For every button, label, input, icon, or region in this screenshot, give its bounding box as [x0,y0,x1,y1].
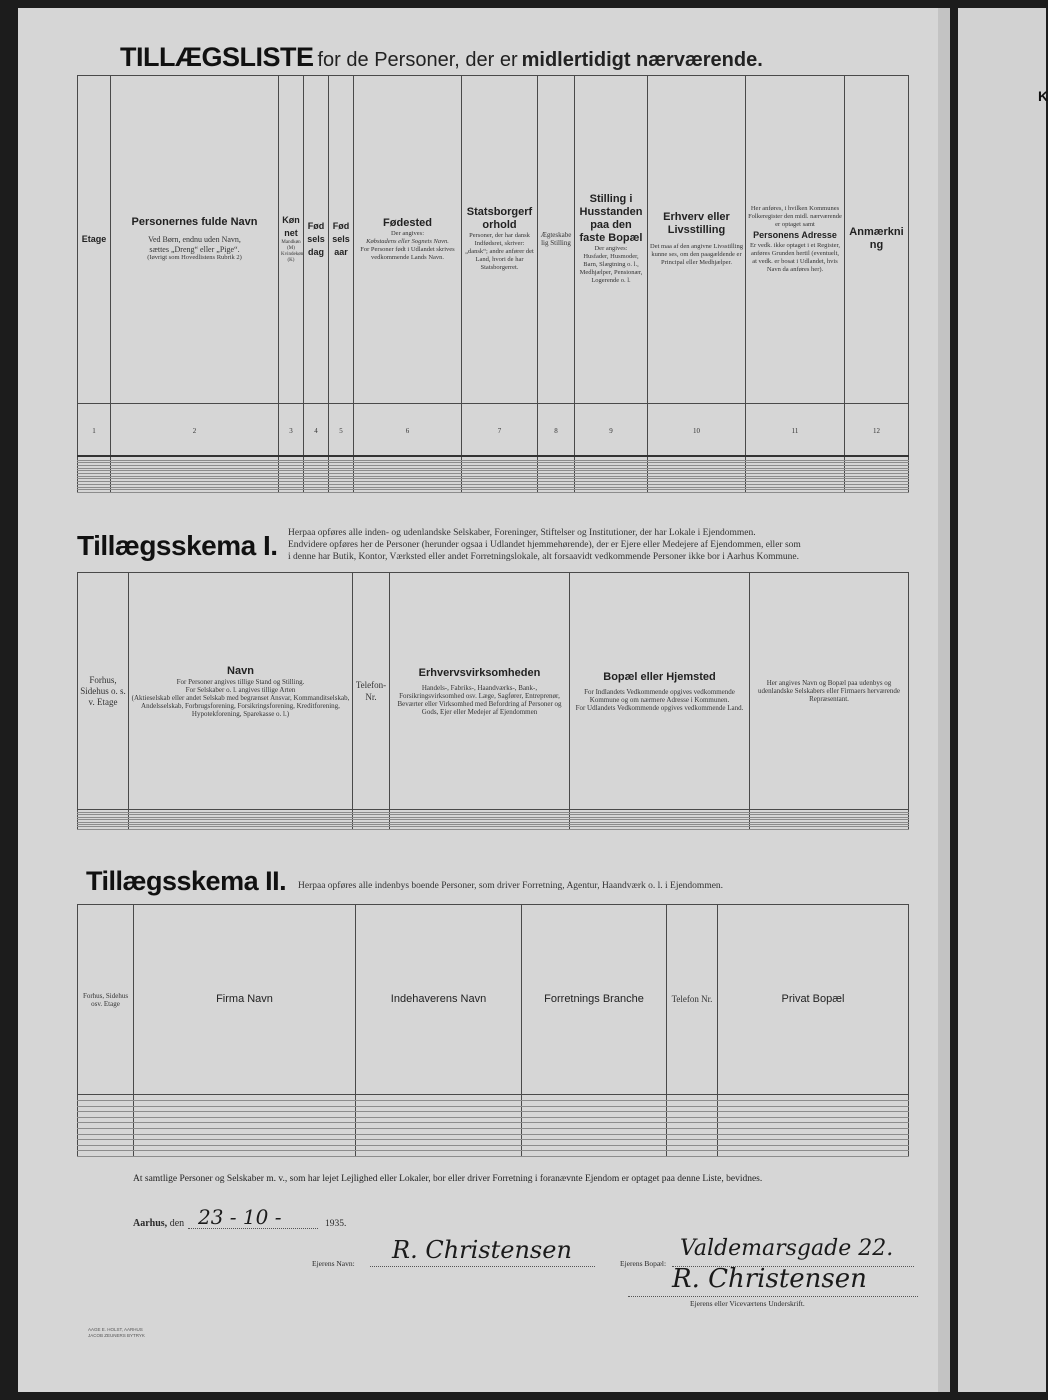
owner-address-handwritten: Valdemarsgade 22. [680,1236,894,1261]
col-foedselsdag: Fødselsdag [304,76,329,404]
number-row: 1 2 3 4 5 6 7 8 9 10 11 12 [78,403,909,456]
s2-col-bopael: Privat Bopæl [718,905,909,1095]
table-cell[interactable] [111,490,279,493]
printer-imprint [88,1327,145,1339]
col-koennet: Kønnet Mandkøn (M) Kvindekøn (K) [279,76,304,404]
table-cell[interactable] [78,490,111,493]
s2-col-branche: Forretnings Branche [522,905,667,1095]
col-stilling: Stilling i Husstanden paa den faste Bopæl Der angives: Husfader, Husmoder, Barn, Slægtning o. l., Medhjælper, Pensionær, Logerende o. l. [575,76,648,404]
table-cell[interactable] [462,490,538,493]
table-cell[interactable] [538,490,575,493]
table-cell[interactable] [78,827,129,830]
printer-line-2: JACOB ZEUNERS BYTRYK [88,1333,145,1338]
col-etage: Etage [78,76,111,404]
main-title [120,42,763,73]
table-cell[interactable] [356,1151,522,1157]
den-label: den [169,1218,185,1229]
table-cell[interactable] [667,1151,718,1157]
skema1-header-row [78,573,909,810]
next-page-fragment [958,8,1046,1392]
tillaegsliste-body [78,456,909,493]
table-cell[interactable] [575,490,648,493]
table-row[interactable] [78,490,909,493]
page-edge [938,8,950,1392]
table-cell[interactable] [522,1151,667,1157]
col-navn: Personernes fulde Navn Ved Børn, endnu uden Navn, sættes „Dreng“ eller „Pige“. (Iøvrigt som Hovedlistens Rubrik 2) [111,76,279,404]
s1-col-bopael: Bopæl eller Hjemsted For Indlandets Vedkommende opgives vedkommende Kommune og om nærmere Adresse i Kommunen. For Udlandets Vedkommende opgives vedkommende Land. [570,573,750,810]
skema1-intro-3: i denne har Butik, Kontor, Værksted eller andet Forretningslokale, alt forsaavidt vedkommende Personer ikke bor i Aarhus Kommune. [288,552,800,562]
table-row[interactable] [78,1151,909,1157]
header-row [78,76,909,404]
skema1-body [78,810,909,830]
skema2-table [77,904,909,1157]
table-cell[interactable] [746,490,845,493]
table-cell[interactable] [390,827,570,830]
table-cell[interactable] [570,827,750,830]
s1-col-erhverv: Erhvervsvirksomheden Handels-, Fabriks-, Haandværks-, Bank-, Forsikringsvirksomhed osv. Læge, Sagfører, Entreprenør, Beværter eller Virksomhed med Befordring af Personer og Gods, Ejer eller Medejer af Ejendommen [390,573,570,810]
table-cell[interactable] [354,490,462,493]
next-page-letter: K [1038,88,1048,104]
table-cell[interactable] [353,827,390,830]
city: Aarhus, [133,1218,168,1229]
table-cell[interactable] [648,490,746,493]
skema2-intro: Herpaa opføres alle indenbys boende Personer, som driver Forretning, Agentur, Haandværk o. l. i Ejendommen. [298,881,724,891]
table-cell[interactable] [78,1151,134,1157]
s1-col-navn: Navn For Personer angives tillige Stand og Stilling. For Selskaber o. l. angives tillige Arten (Aktieselskab eller andet Selskab med begrænset Ansvar, Kommanditselskab, Andelsselskab, Forbrugsforening, Forsikringsforening, Kreditforening, Hypotekforening, Sparekasse o. l.) [129,573,353,810]
year: 1935. [325,1219,347,1229]
table-row[interactable] [78,827,909,830]
table-cell[interactable] [129,827,353,830]
table-cell[interactable] [329,490,354,493]
signature-label: Ejerens eller Viceværtens Underskrift. [690,1299,805,1308]
tillaegsliste-table [77,75,909,493]
main-title-bold: midlertidigt nærværende. [521,49,763,71]
printer-line-1: AAGE E. HOLST, AARHUS [88,1327,143,1332]
table-cell[interactable] [279,490,304,493]
col-foedselsaar: Fødselsaar [329,76,354,404]
skema1-intro-2: Endvidere opføres her de Personer (herunder ogsaa i Udlandet hjemmehørende), der er Ejere eller Medejere af Ejendommen, eller som [288,540,801,550]
col-aegteskab: Ægteskabelig Stilling [538,76,575,404]
s2-col-etage: Forhus, Sidehus osv. Etage [78,905,134,1095]
table-cell[interactable] [750,827,909,830]
main-title-big: TILLÆGSLISTE [120,42,314,72]
owner-name-handwritten: R. Christensen [392,1236,572,1264]
s2-col-firma: Firma Navn [134,905,356,1095]
skema1-table [77,572,909,830]
table-cell[interactable] [134,1151,356,1157]
col-adresse: Her anføres, i hvilken Kommunes Folkeregister den midl. nærværende er optaget samt Personens Adresse Er vedk. ikke optaget i et Register, anføres Grunden hertil (eventuelt, at vedk. er bosat i Udlandet, hvis Navn da anføres her). [746,76,845,404]
s2-col-telefon: Telefon Nr. [667,905,718,1095]
date-handwritten: 23 - 10 - [198,1205,282,1229]
col-statsborger: Statsborgerforhold Personer, der har dansk Indfødsret, skriver: „dansk“; andre anfører det Land, hvori de har Statsborgerret. [462,76,538,404]
table-cell[interactable] [304,490,329,493]
skema1-title: Tillægsskema I. [77,530,278,561]
table-cell[interactable] [845,490,909,493]
city-label [133,1218,184,1229]
skema2-title: Tillægsskema II. [86,866,287,896]
skema1-intro-1: Herpaa opføres alle inden- og udenlandske Selskaber, Foreninger, Stiftelser og Institutioner, der har Lokale i Ejendommen. [288,528,756,538]
table-cell[interactable] [718,1151,909,1157]
s1-col-etage: Forhus, Sidehus o. s. v. Etage [78,573,129,810]
certification-statement: At samtlige Personer og Selskaber m. v., som har lejet Lejlighed eller Lokaler, bor eller driver Forretning i foranævnte Ejendom er optaget paa denne Liste, bevidnes. [133,1174,763,1184]
col-foedested: Fødested Der angives: Købstadens eller Sognets Navn. For Personer født i Udlandet skrives vedkommende Lands Navn. [354,76,462,404]
skema2-header-row [78,905,909,1095]
owner-name-label: Ejerens Navn: [312,1259,355,1268]
col-anmaerkning: Anmærkning [845,76,909,404]
skema1-intro [288,527,913,563]
s1-col-telefon: Telefon-Nr. [353,573,390,810]
signature-handwritten: R. Christensen [672,1264,867,1294]
skema2-body [78,1095,909,1157]
main-title-rest: for de Personer, der er [317,49,518,71]
s2-col-indehaver: Indehaverens Navn [356,905,522,1095]
owner-address-label: Ejerens Bopæl: [620,1259,667,1268]
s1-col-repraesentant: Her angives Navn og Bopæl paa udenbys og udenlandske Selskabers eller Firmaers herværende Repræsentant. [750,573,909,810]
col-erhverv: Erhverv eller Livsstilling Det maa af den angivne Livsstilling kunne ses, om den paagældende er Principal eller Medhjælper. [648,76,746,404]
